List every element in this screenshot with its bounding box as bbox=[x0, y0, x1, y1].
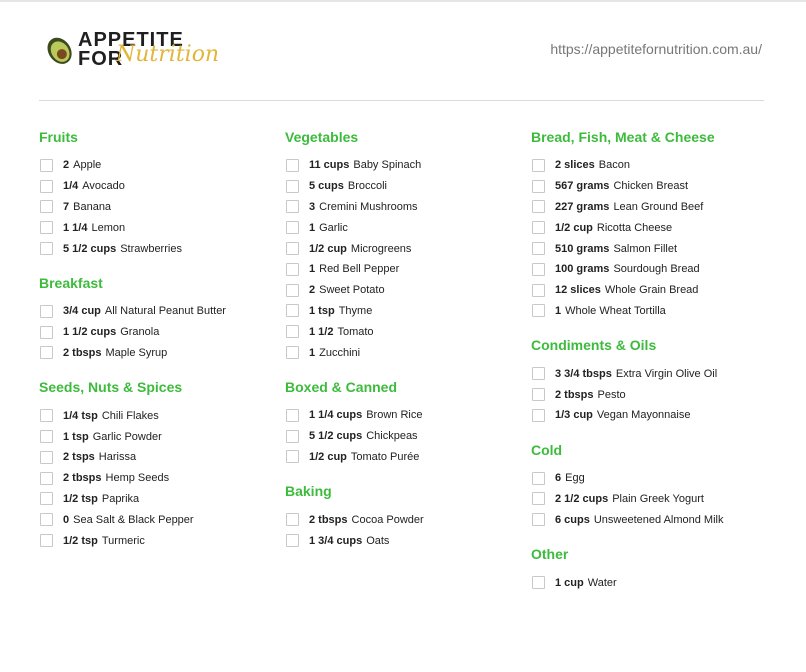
avocado-icon bbox=[41, 30, 77, 68]
item-quantity: 2 1/2 cups bbox=[555, 492, 609, 505]
grocery-item[interactable] bbox=[39, 238, 269, 259]
item-quantity: 1 1/2 cups bbox=[63, 326, 117, 339]
item-name: Cremini Mushrooms bbox=[319, 200, 418, 213]
column-1 bbox=[39, 127, 269, 565]
item-checkbox[interactable] bbox=[40, 200, 53, 213]
grocery-item[interactable] bbox=[531, 509, 781, 530]
item-checkbox[interactable] bbox=[40, 513, 53, 526]
grocery-item[interactable] bbox=[531, 238, 781, 259]
item-quantity: 3/4 cup bbox=[63, 305, 101, 318]
grocery-item[interactable] bbox=[39, 489, 269, 510]
grocery-item[interactable] bbox=[285, 301, 515, 322]
brand-name-script: Nutrition bbox=[116, 42, 220, 67]
item-quantity: 1 cup bbox=[555, 576, 584, 589]
category-section bbox=[39, 273, 269, 363]
item-checkbox[interactable] bbox=[40, 346, 53, 359]
item-checkbox[interactable] bbox=[286, 284, 299, 297]
item-checkbox[interactable] bbox=[40, 242, 53, 255]
item-name: Plain Greek Yogurt bbox=[612, 492, 704, 505]
grocery-item[interactable] bbox=[39, 530, 269, 551]
item-quantity: 6 cups bbox=[555, 513, 590, 526]
grocery-item[interactable] bbox=[531, 301, 781, 322]
item-name: Turmeric bbox=[101, 534, 145, 547]
item-checkbox[interactable] bbox=[532, 180, 545, 193]
item-checkbox[interactable] bbox=[286, 263, 299, 276]
item-name: Pesto bbox=[597, 388, 626, 401]
item-checkbox[interactable] bbox=[286, 346, 299, 359]
grocery-item[interactable] bbox=[39, 343, 269, 364]
item-checkbox[interactable] bbox=[286, 304, 299, 317]
item-checkbox[interactable] bbox=[286, 159, 299, 172]
grocery-item[interactable] bbox=[285, 426, 515, 447]
item-checkbox[interactable] bbox=[286, 242, 299, 255]
item-quantity: 3 bbox=[309, 200, 316, 213]
item-quantity: 2 tbsps bbox=[555, 388, 594, 401]
grocery-item[interactable] bbox=[285, 238, 515, 259]
item-checkbox[interactable] bbox=[40, 409, 53, 422]
item-name: Red Bell Pepper bbox=[319, 263, 400, 276]
grocery-item[interactable] bbox=[39, 155, 269, 176]
grocery-item[interactable] bbox=[285, 259, 515, 280]
category-section bbox=[39, 377, 269, 551]
item-checkbox[interactable] bbox=[40, 492, 53, 505]
grocery-item[interactable] bbox=[39, 176, 269, 197]
item-checkbox[interactable] bbox=[532, 304, 545, 317]
item-checkbox[interactable] bbox=[532, 472, 545, 485]
grocery-item[interactable] bbox=[531, 363, 781, 384]
grocery-item[interactable] bbox=[531, 217, 781, 238]
column-3 bbox=[531, 127, 781, 607]
item-quantity: 1 1/4 cups bbox=[309, 409, 363, 422]
grocery-item[interactable] bbox=[531, 197, 781, 218]
category-title: Bread, Fish, Meat & Cheese bbox=[531, 129, 715, 145]
grocery-item[interactable] bbox=[39, 301, 269, 322]
item-quantity: 1 bbox=[309, 263, 316, 276]
category-section bbox=[39, 127, 269, 259]
site-url-link[interactable]: https://appetitefornutrition.com.au/ bbox=[550, 41, 762, 57]
item-name: All Natural Peanut Butter bbox=[104, 305, 226, 318]
grocery-item[interactable] bbox=[39, 509, 269, 530]
item-checkbox[interactable] bbox=[40, 472, 53, 485]
item-name: Whole Wheat Tortilla bbox=[565, 304, 666, 317]
item-quantity: 227 grams bbox=[555, 200, 610, 213]
grocery-item[interactable] bbox=[39, 426, 269, 447]
item-name: Salmon Fillet bbox=[613, 242, 678, 255]
item-name: Sweet Potato bbox=[319, 284, 385, 297]
item-name: Bacon bbox=[598, 159, 630, 172]
item-quantity: 1/2 cup bbox=[309, 242, 347, 255]
item-checkbox[interactable] bbox=[532, 409, 545, 422]
item-checkbox[interactable] bbox=[532, 242, 545, 255]
item-name: Egg bbox=[565, 472, 585, 485]
item-name: Tomato bbox=[337, 325, 374, 338]
item-quantity: 1 tsp bbox=[63, 430, 89, 443]
grocery-item[interactable] bbox=[531, 259, 781, 280]
item-quantity: 1 tsp bbox=[309, 304, 335, 317]
category-title: Breakfast bbox=[39, 274, 103, 291]
item-checkbox[interactable] bbox=[286, 325, 299, 338]
item-quantity: 11 cups bbox=[309, 159, 350, 172]
item-checkbox[interactable] bbox=[286, 513, 299, 526]
brand-name-line1: APPETITE bbox=[78, 29, 184, 51]
item-checkbox[interactable] bbox=[532, 221, 545, 234]
category-title: Baking bbox=[285, 483, 332, 500]
item-name: Water bbox=[587, 576, 617, 589]
item-quantity: 1 1/4 bbox=[63, 221, 88, 234]
grocery-item[interactable] bbox=[531, 572, 781, 593]
item-checkbox[interactable] bbox=[532, 200, 545, 213]
item-quantity: 2 tbsps bbox=[63, 346, 102, 359]
item-checkbox[interactable] bbox=[40, 430, 53, 443]
item-quantity: 100 grams bbox=[555, 263, 610, 276]
item-quantity: 12 slices bbox=[555, 284, 601, 297]
item-checkbox[interactable] bbox=[532, 159, 545, 172]
item-checkbox[interactable] bbox=[286, 534, 299, 547]
grocery-item[interactable] bbox=[39, 217, 269, 238]
item-name: Cocoa Powder bbox=[351, 513, 424, 526]
category-section bbox=[285, 127, 515, 363]
item-quantity: 510 grams bbox=[555, 242, 610, 255]
item-checkbox[interactable] bbox=[40, 180, 53, 193]
header-divider bbox=[39, 100, 764, 101]
item-quantity: 1/4 bbox=[63, 180, 79, 193]
item-quantity: 5 cups bbox=[309, 180, 344, 193]
item-checkbox[interactable] bbox=[532, 367, 545, 380]
item-name: Apple bbox=[73, 159, 102, 172]
item-name: Vegan Mayonnaise bbox=[596, 409, 691, 422]
item-checkbox[interactable] bbox=[286, 180, 299, 193]
category-section bbox=[531, 335, 781, 425]
grocery-item[interactable] bbox=[285, 342, 515, 363]
item-quantity: 2 tsps bbox=[63, 451, 95, 464]
item-checkbox[interactable] bbox=[532, 492, 545, 505]
grocery-item[interactable] bbox=[531, 468, 781, 489]
item-name: Garlic bbox=[319, 221, 348, 234]
category-section bbox=[531, 544, 781, 593]
grocery-item[interactable] bbox=[285, 321, 515, 342]
category-section bbox=[531, 440, 781, 530]
item-name: Lean Ground Beef bbox=[613, 200, 704, 213]
category-title: Fruits bbox=[39, 129, 78, 145]
item-quantity: 1 bbox=[555, 304, 562, 317]
item-quantity: 1/2 tsp bbox=[63, 492, 98, 505]
category-title: Other bbox=[531, 546, 569, 563]
grocery-item[interactable] bbox=[285, 176, 515, 197]
item-quantity: 2 bbox=[63, 159, 70, 172]
item-quantity: 6 bbox=[555, 472, 562, 485]
grocery-item[interactable] bbox=[39, 197, 269, 218]
item-name: Granola bbox=[120, 326, 160, 339]
item-name: Brown Rice bbox=[366, 409, 423, 422]
category-title: Condiments & Oils bbox=[531, 337, 657, 354]
item-name: Chicken Breast bbox=[613, 180, 689, 193]
item-name: Ricotta Cheese bbox=[596, 221, 673, 234]
category-title: Boxed & Canned bbox=[285, 378, 398, 395]
item-checkbox[interactable] bbox=[40, 221, 53, 234]
item-checkbox[interactable] bbox=[532, 576, 545, 589]
category-section bbox=[285, 481, 515, 551]
item-name: Zucchini bbox=[319, 346, 361, 359]
item-quantity: 1/3 cup bbox=[555, 409, 593, 422]
item-name: Garlic Powder bbox=[92, 430, 162, 443]
brand-logo[interactable] bbox=[41, 28, 220, 70]
item-checkbox[interactable] bbox=[286, 409, 299, 422]
item-quantity: 5 1/2 cups bbox=[63, 242, 117, 255]
item-quantity: 1/2 cup bbox=[555, 221, 593, 234]
item-checkbox[interactable] bbox=[532, 388, 545, 401]
grocery-item[interactable] bbox=[285, 447, 515, 468]
top-border bbox=[0, 0, 806, 2]
item-name: Broccoli bbox=[347, 180, 387, 193]
grocery-item[interactable] bbox=[285, 280, 515, 301]
item-checkbox[interactable] bbox=[40, 159, 53, 172]
item-checkbox[interactable] bbox=[286, 450, 299, 463]
item-quantity: 2 bbox=[309, 284, 316, 297]
item-checkbox[interactable] bbox=[532, 284, 545, 297]
item-checkbox[interactable] bbox=[40, 451, 53, 464]
item-name: Chili Flakes bbox=[101, 409, 159, 422]
item-checkbox[interactable] bbox=[532, 263, 545, 276]
category-title: Vegetables bbox=[285, 129, 359, 145]
brand-name-line2: FOR bbox=[78, 48, 124, 70]
item-name: Strawberries bbox=[120, 242, 182, 255]
item-checkbox[interactable] bbox=[286, 430, 299, 443]
item-checkbox[interactable] bbox=[532, 513, 545, 526]
item-name: Hemp Seeds bbox=[105, 472, 170, 485]
grocery-item[interactable] bbox=[39, 322, 269, 343]
page-header bbox=[39, 26, 764, 86]
item-quantity: 1 3/4 cups bbox=[309, 534, 363, 547]
item-quantity: 5 1/2 cups bbox=[309, 430, 363, 443]
grocery-item[interactable] bbox=[39, 447, 269, 468]
item-quantity: 567 grams bbox=[555, 180, 610, 193]
category-title: Seeds, Nuts & Spices bbox=[39, 379, 183, 396]
grocery-item[interactable] bbox=[39, 468, 269, 489]
grocery-item[interactable] bbox=[531, 384, 781, 405]
column-2 bbox=[285, 127, 515, 565]
item-quantity: 1 1/2 bbox=[309, 325, 334, 338]
item-name: Banana bbox=[73, 200, 112, 213]
item-quantity: 7 bbox=[63, 200, 70, 213]
grocery-item[interactable] bbox=[285, 217, 515, 238]
item-name: Baby Spinach bbox=[353, 159, 422, 172]
item-name: Tomato Purée bbox=[350, 450, 420, 463]
item-name: Chickpeas bbox=[366, 430, 418, 443]
category-section bbox=[285, 377, 515, 467]
item-name: Sea Salt & Black Pepper bbox=[73, 513, 194, 526]
item-name: Whole Grain Bread bbox=[604, 284, 699, 297]
grocery-item[interactable] bbox=[285, 530, 515, 551]
item-name: Paprika bbox=[101, 492, 140, 505]
item-quantity: 2 tbsps bbox=[309, 513, 348, 526]
item-checkbox[interactable] bbox=[40, 305, 53, 318]
item-name: Microgreens bbox=[350, 242, 412, 255]
item-quantity: 2 slices bbox=[555, 159, 595, 172]
item-name: Maple Syrup bbox=[105, 346, 168, 359]
category-title: Cold bbox=[531, 441, 563, 458]
grocery-item[interactable] bbox=[531, 280, 781, 301]
grocery-item[interactable] bbox=[531, 489, 781, 510]
grocery-item[interactable] bbox=[285, 155, 515, 176]
item-name: Extra Virgin Olive Oil bbox=[615, 367, 718, 380]
grocery-item[interactable] bbox=[285, 509, 515, 530]
item-name: Thyme bbox=[338, 304, 373, 317]
item-quantity: 1 bbox=[309, 346, 316, 359]
item-checkbox[interactable] bbox=[286, 200, 299, 213]
item-quantity: 1/2 tsp bbox=[63, 534, 98, 547]
item-name: Lemon bbox=[91, 221, 126, 234]
item-quantity: 1 bbox=[309, 221, 316, 234]
item-quantity: 1/4 tsp bbox=[63, 409, 98, 422]
item-name: Harissa bbox=[98, 451, 137, 464]
item-checkbox[interactable] bbox=[40, 534, 53, 547]
item-quantity: 2 tbsps bbox=[63, 472, 102, 485]
grocery-item[interactable] bbox=[285, 197, 515, 218]
item-quantity: 3 3/4 tbsps bbox=[555, 367, 612, 380]
grocery-item[interactable] bbox=[531, 155, 781, 176]
item-checkbox[interactable] bbox=[286, 221, 299, 234]
grocery-item[interactable] bbox=[531, 405, 781, 426]
item-quantity: 0 bbox=[63, 513, 70, 526]
grocery-item[interactable] bbox=[285, 405, 515, 426]
grocery-item[interactable] bbox=[531, 176, 781, 197]
item-name: Unsweetened Almond Milk bbox=[593, 513, 724, 526]
item-name: Avocado bbox=[82, 180, 125, 193]
item-name: Oats bbox=[366, 534, 390, 547]
grocery-item[interactable] bbox=[39, 405, 269, 426]
item-checkbox[interactable] bbox=[40, 326, 53, 339]
category-section bbox=[531, 127, 781, 321]
item-name: Sourdough Bread bbox=[613, 263, 700, 276]
item-quantity: 1/2 cup bbox=[309, 450, 347, 463]
